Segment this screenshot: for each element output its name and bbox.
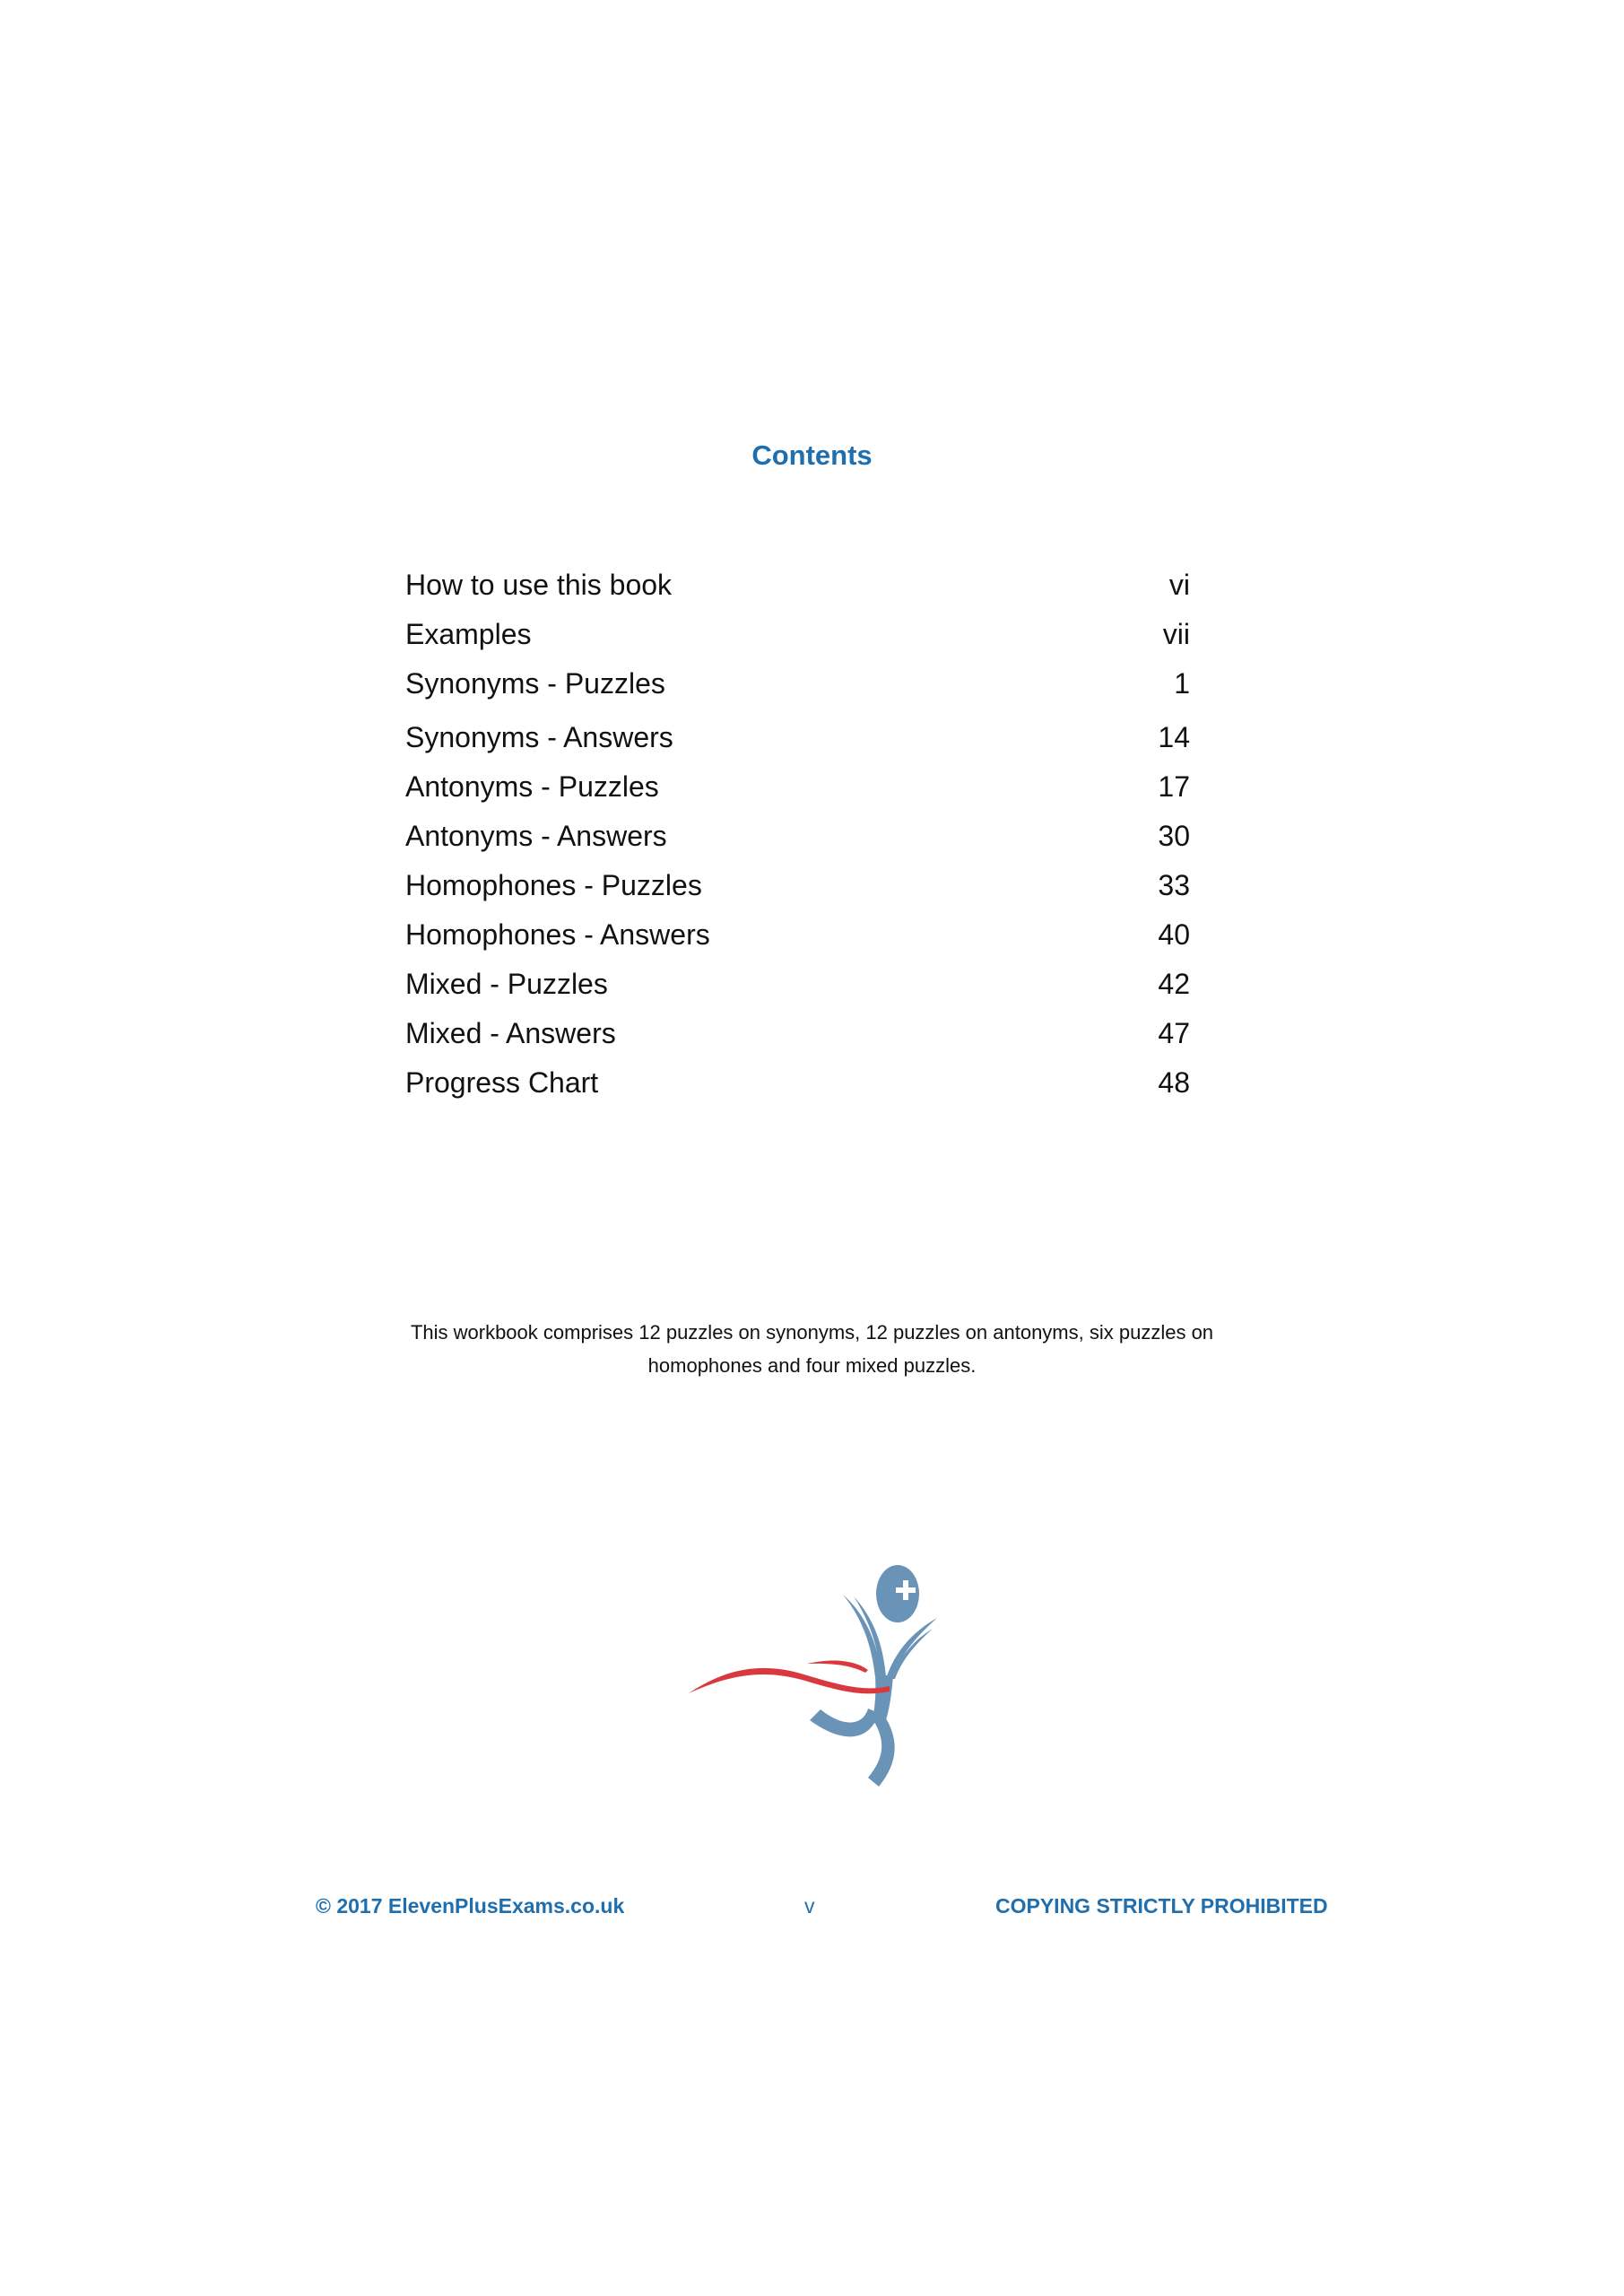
toc-page: 47 [1158, 1017, 1190, 1049]
toc-entry[interactable] [405, 917, 1190, 966]
toc-label: Synonyms - Puzzles [405, 667, 665, 700]
toc-entry[interactable] [405, 966, 1190, 1015]
toc-label: Homophones - Answers [405, 918, 710, 951]
toc-entry[interactable] [405, 665, 1190, 719]
toc-label: Antonyms - Puzzles [405, 770, 659, 803]
description-line: homophones and four mixed puzzles. [647, 1354, 977, 1377]
toc-page: 40 [1158, 918, 1190, 951]
toc-label: Synonyms - Answers [405, 721, 673, 753]
runner-logo-icon [664, 1543, 968, 1812]
footer-copyright: © 2017 ElevenPlusExams.co.uk [316, 1894, 625, 1918]
workbook-description [341, 1316, 1283, 1382]
toc-entry[interactable] [405, 1015, 1190, 1065]
table-of-contents [405, 567, 1190, 1114]
toc-page: 30 [1158, 820, 1190, 852]
toc-label: How to use this book [405, 569, 673, 601]
toc-entry[interactable] [405, 719, 1190, 769]
toc-entry[interactable] [405, 616, 1190, 665]
footer-copy-notice: COPYING STRICTLY PROHIBITED [995, 1894, 1328, 1918]
description-line: This workbook comprises 12 puzzles on synonyms, 12 puzzles on antonyms, six puzzles on [410, 1321, 1214, 1344]
toc-entry[interactable] [405, 1065, 1190, 1114]
toc-label: Homophones - Puzzles [405, 869, 702, 901]
toc-label: Examples [405, 618, 532, 650]
toc-label: Mixed - Answers [405, 1017, 616, 1049]
toc-entry[interactable] [405, 818, 1190, 867]
toc-page: 48 [1158, 1066, 1190, 1099]
toc-label: Progress Chart [405, 1066, 599, 1099]
toc-entry[interactable] [405, 769, 1190, 818]
toc-page: vi [1168, 569, 1190, 601]
toc-page: 1 [1174, 667, 1190, 700]
footer-page-number: v [804, 1894, 815, 1918]
toc-label: Mixed - Puzzles [405, 968, 608, 1000]
page-title: Contents [751, 439, 873, 471]
toc-page: 14 [1158, 721, 1190, 753]
toc-label: Antonyms - Answers [405, 820, 667, 852]
toc-page: 17 [1158, 770, 1190, 803]
toc-page: 42 [1158, 968, 1190, 1000]
toc-entry[interactable] [405, 867, 1190, 917]
toc-page: vii [1162, 618, 1190, 650]
toc-page: 33 [1158, 869, 1190, 901]
toc-entry[interactable] [405, 567, 1190, 616]
